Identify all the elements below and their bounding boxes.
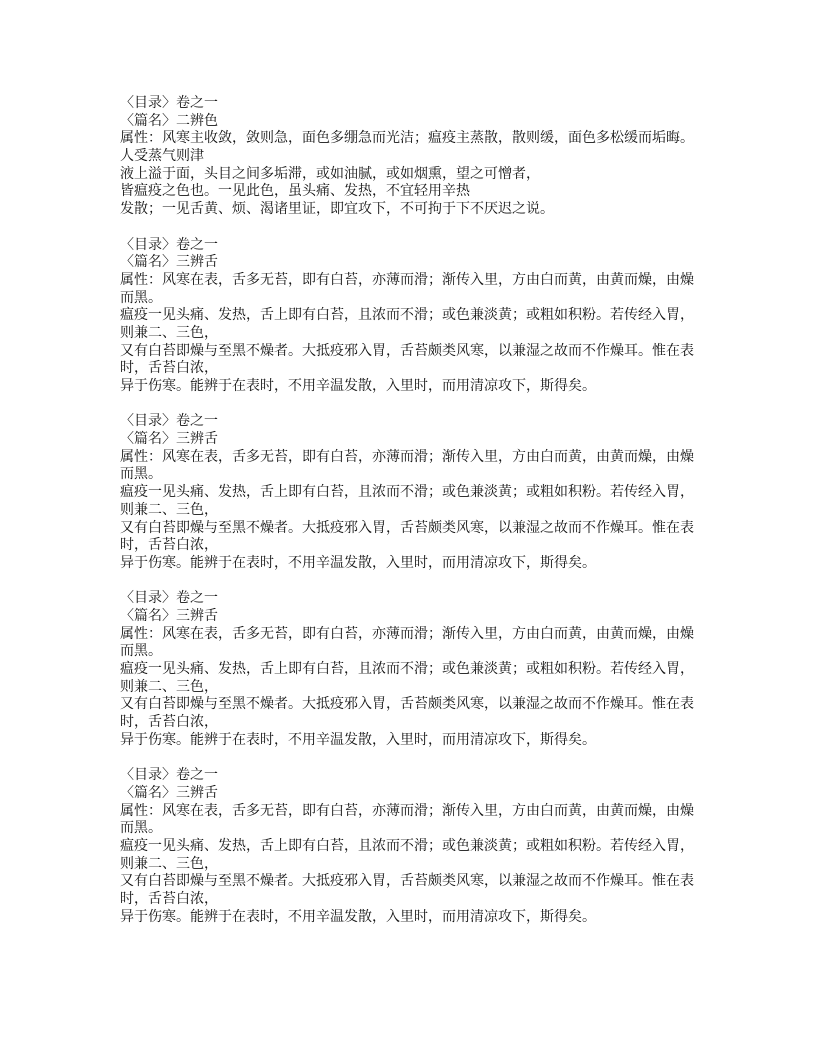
text-line: 而黑。: [120, 820, 162, 837]
text-line: 属性：风寒在表，舌多无苔，即有白苔，亦薄而滑；渐传入里，方由白而黄，由黄而燥，由燥: [120, 802, 694, 819]
text-line: 则兼二、三色，: [120, 501, 218, 518]
text-line: 异于伤寒。能辨于在表时，不用辛温发散，入里时，而用清凉攻下，斯得矣。: [120, 908, 596, 925]
text-line: 属性：风寒在表，舌多无苔，即有白苔，亦薄而滑；渐传入里，方由白而黄，由黄而燥，由燥: [120, 448, 694, 465]
text-line: 皆瘟疫之色也。一见此色，虽头痛、发热，不宜轻用辛热: [120, 183, 470, 200]
chapter-title-line: 〈篇名〉三辨舌: [120, 254, 218, 271]
document-section: [120, 413, 720, 572]
text-line: 又有白苔即燥与至黑不燥者。大抵疫邪入胃，舌苔颇类风寒，以兼湿之故而不作燥耳。惟在表: [120, 696, 694, 713]
chapter-title-line: 〈篇名〉三辨舌: [120, 431, 218, 448]
catalog-line: 〈目录〉卷之一: [120, 236, 218, 253]
text-line: 人受蒸气则津: [120, 148, 204, 165]
text-line: 时，舌苔白浓，: [120, 714, 218, 731]
text-line: 属性：风寒在表，舌多无苔，即有白苔，亦薄而滑；渐传入里，方由白而黄，由黄而燥，由燥: [120, 625, 694, 642]
text-line: 瘟疫一见头痛、发热，舌上即有白苔，且浓而不滑；或色兼淡黄；或粗如积粉。若传经入胃，: [120, 484, 694, 501]
text-line: 属性：风寒在表，舌多无苔，即有白苔，亦薄而滑；渐传入里，方由白而黄，由黄而燥，由燥: [120, 271, 694, 288]
text-line: 而黑。: [120, 466, 162, 483]
text-line: 时，舌苔白浓，: [120, 537, 218, 554]
text-line: 液上溢于面，头目之间多垢滞，或如油腻，或如烟熏，望之可憎者，: [120, 165, 540, 182]
text-line: 则兼二、三色，: [120, 324, 218, 341]
text-line: 瘟疫一见头痛、发热，舌上即有白苔，且浓而不滑；或色兼淡黄；或粗如积粉。若传经入胃，: [120, 307, 694, 324]
text-line: 又有白苔即燥与至黑不燥者。大抵疫邪入胃，舌苔颇类风寒，以兼湿之故而不作燥耳。惟在表: [120, 519, 694, 536]
document-body: [120, 95, 720, 944]
document-section: [120, 237, 720, 396]
text-line: 瘟疫一见头痛、发热，舌上即有白苔，且浓而不滑；或色兼淡黄；或粗如积粉。若传经入胃，: [120, 661, 694, 677]
text-line: 时，舌苔白浓，: [120, 360, 218, 377]
text-line: 则兼二、三色，: [120, 855, 218, 872]
catalog-line: 〈目录〉卷之一: [120, 590, 218, 607]
text-line: 而黑。: [120, 289, 162, 306]
text-line: 异于伤寒。能辨于在表时，不用辛温发散，入里时，而用清凉攻下，斯得矣。: [120, 378, 596, 394]
text-line: 则兼二、三色，: [120, 678, 218, 695]
chapter-title-line: 〈篇名〉二辨色: [120, 112, 218, 129]
catalog-line: 〈目录〉卷之一: [120, 413, 218, 430]
text-line: 而黑。: [120, 643, 162, 660]
text-line: 异于伤寒。能辨于在表时，不用辛温发散，入里时，而用清凉攻下，斯得矣。: [120, 554, 596, 571]
catalog-line: 〈目录〉卷之一: [120, 95, 218, 111]
text-line: 异于伤寒。能辨于在表时，不用辛温发散，入里时，而用清凉攻下，斯得矣。: [120, 731, 596, 748]
document-section: [120, 95, 720, 219]
chapter-title-line: 〈篇名〉三辨舌: [120, 607, 218, 624]
text-line: 又有白苔即燥与至黑不燥者。大抵疫邪入胃，舌苔颇类风寒，以兼湿之故而不作燥耳。惟在表: [120, 873, 694, 890]
text-line: 瘟疫一见头痛、发热，舌上即有白苔，且浓而不滑；或色兼淡黄；或粗如积粉。若传经入胃，: [120, 837, 694, 854]
catalog-line: 〈目录〉卷之一: [120, 767, 218, 784]
text-line: 又有白苔即燥与至黑不燥者。大抵疫邪入胃，舌苔颇类风寒，以兼湿之故而不作燥耳。惟在表: [120, 342, 694, 359]
document-section: [120, 590, 720, 749]
document-section: [120, 767, 720, 926]
chapter-title-line: 〈篇名〉三辨舌: [120, 784, 218, 801]
text-line: 发散；一见舌黄、烦、渴诸里证，即宜攻下，不可拘于下不厌迟之说。: [120, 201, 554, 218]
text-line: 时，舌苔白浓，: [120, 890, 218, 907]
text-line: 属性：风寒主收敛，敛则急，面色多绷急而光洁；瘟疫主蒸散，散则缓，面色多松缓而垢晦。: [120, 130, 694, 147]
